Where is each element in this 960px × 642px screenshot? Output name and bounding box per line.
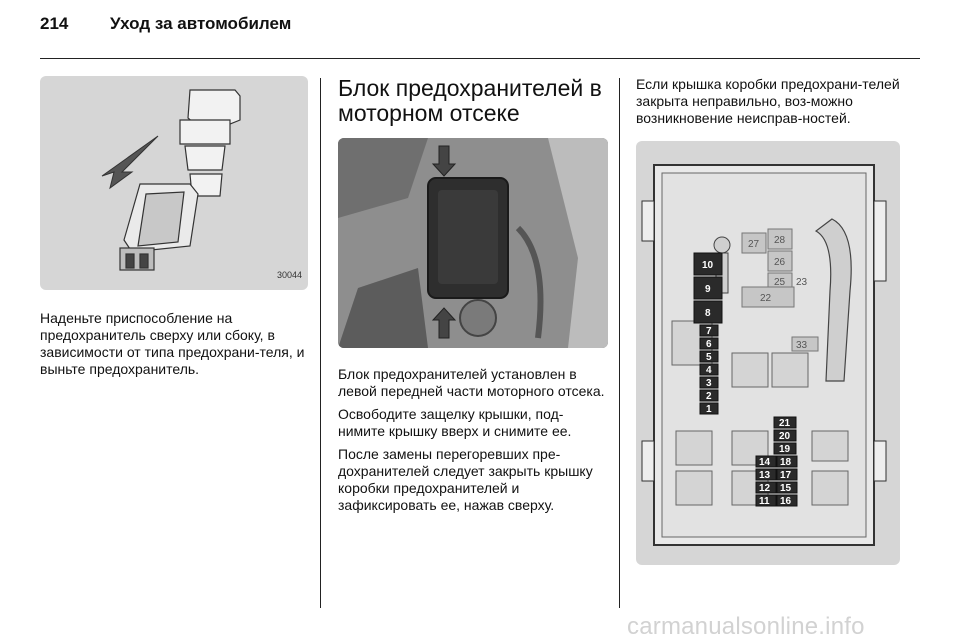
middle-column <box>338 76 608 520</box>
column-divider-2 <box>619 78 620 608</box>
fuse-label-11: 11 <box>759 496 770 507</box>
fuse-label-18: 18 <box>780 457 792 468</box>
fuse-label-23: 23 <box>796 277 808 288</box>
fuse-label-4: 4 <box>706 365 712 376</box>
fuse-label-26: 26 <box>774 257 786 268</box>
fuse-label-12: 12 <box>759 483 771 494</box>
left-paragraph-1: Наденьте приспособление на предохранитель сверху или сбоку, в зависимости от типа предохрани-теля, и выньте предохранитель. <box>40 310 305 377</box>
column-divider-1 <box>320 78 321 608</box>
fuse-label-28: 28 <box>774 235 786 246</box>
fuse-box-diagram <box>636 141 900 565</box>
middle-paragraph-3: После замены перегоревших пре-дохранителей следует закрыть крышку коробки предохранителей и зафиксировать ее, нажав сверху. <box>338 446 593 513</box>
fuse-label-9: 9 <box>705 284 711 295</box>
page-title: Уход за автомобилем <box>110 14 292 33</box>
fuse-label-5: 5 <box>706 352 712 363</box>
fuse-label-3: 3 <box>706 378 712 389</box>
figure-code: 30044 <box>276 270 302 280</box>
fuse-label-7: 7 <box>706 326 712 337</box>
fuse-box-svg <box>636 141 900 565</box>
right-paragraph-1: Если крышка коробки предохрани-телей закрыта неправильно, воз-можно возникновение неисправ-ностей. <box>636 76 900 126</box>
fuse-label-8: 8 <box>705 308 711 319</box>
fuse-label-19: 19 <box>779 444 791 455</box>
fuse-label-13: 13 <box>759 470 771 481</box>
fuse-label-17: 17 <box>780 470 792 481</box>
page-number: 214 <box>40 14 69 33</box>
left-column <box>40 76 308 384</box>
watermark: carmanualsonline.info <box>627 613 865 640</box>
fuse-label-22: 22 <box>760 293 772 304</box>
fuse-label-21: 21 <box>779 418 791 429</box>
fuse-label-15: 15 <box>780 483 792 494</box>
engine-bay-photo <box>338 138 608 348</box>
fuse-label-33: 33 <box>796 340 808 351</box>
fuse-label-14: 14 <box>759 457 771 468</box>
fuse-label-27: 27 <box>748 239 760 250</box>
fuse-puller-illustration <box>40 76 308 290</box>
fuse-label-20: 20 <box>779 431 791 442</box>
fuse-label-1: 1 <box>706 404 712 415</box>
fuse-label-25: 25 <box>774 277 786 288</box>
fuse-label-2: 2 <box>706 391 712 402</box>
header-rule <box>40 58 920 59</box>
section-heading: Блок предохранителей в моторном отсеке <box>338 75 602 126</box>
fuse-label-10: 10 <box>702 260 714 271</box>
middle-paragraph-2: Освободите защелку крышки, под-нимите крышку вверх и снимите ее. <box>338 406 572 439</box>
fuse-label-6: 6 <box>706 339 712 350</box>
fuse-label-16: 16 <box>780 496 792 507</box>
right-column <box>636 76 906 565</box>
middle-paragraph-1: Блок предохранителей установлен в левой передней части моторного отсека. <box>338 366 605 399</box>
